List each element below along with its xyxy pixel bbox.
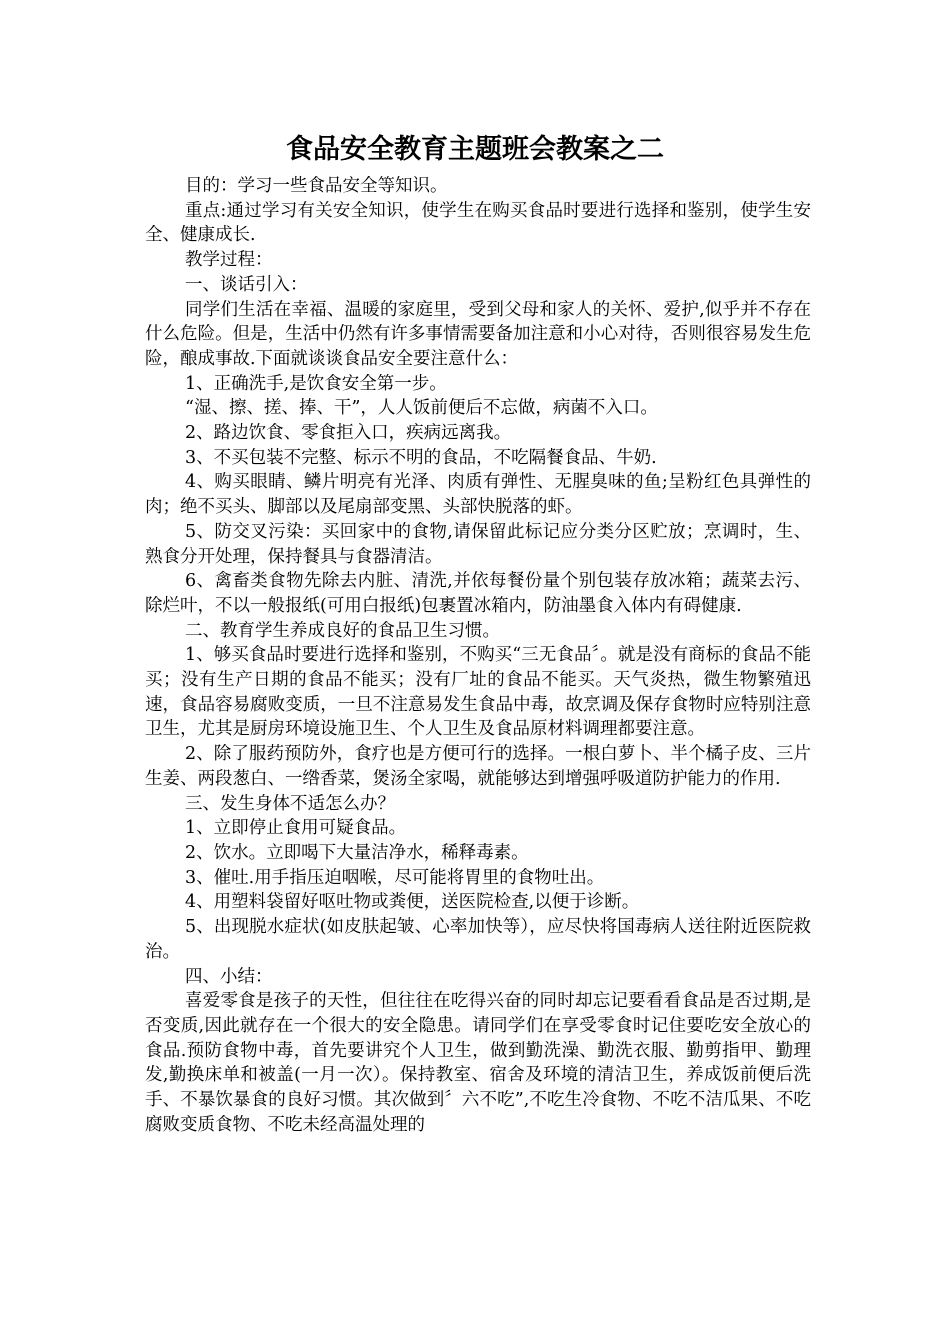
list-item: 4、购买眼睛、鳞片明亮有光泽、肉质有弹性、无腥臭味的鱼;呈粉红色具弹性的肉；绝不买头、脚部以及尾扇部变黑、头部快脱落的虾。 [145, 472, 811, 518]
focus-paragraph: 重点:通过学习有关安全知识，使学生在购买食品时要进行选择和鉴别，使学生安全、健康成长. [145, 200, 811, 246]
list-item: 1、正确洗手,是饮食安全第一步。 [185, 373, 447, 394]
list-item: 3、催吐.用手指压迫咽喉，尽可能将胃里的食物吐出。 [185, 867, 605, 888]
list-item: “湿、擦、搓、捧、干”，人人饭前便后不忘做，病菌不入口。 [185, 398, 658, 419]
section-3-heading: 三、发生身体不适怎么办？ [185, 793, 395, 814]
list-item: 2、除了服药预防外，食疗也是方便可行的选择。一根白萝卜、半个橘子皮、三片生姜、两段葱白、一绺香菜，煲汤全家喝，就能够达到增强呼吸道防护能力的作用. [145, 744, 811, 789]
list-item: 5、防交叉污染：买回家中的食物,请保留此标记应分类分区贮放；烹调时，生、熟食分开处理，保持餐具与食器清洁。 [145, 521, 811, 567]
list-item: 2、饮水。立即喝下大量洁净水，稀释毒素。 [185, 842, 529, 863]
purpose-paragraph: 目的：学习一些食品安全等知识。 [185, 176, 448, 196]
list-item: 4、用塑料袋留好呕吐物或粪便，送医院检查,以便于诊断。 [185, 892, 640, 913]
list-item: 1、立即停止食用可疑食品。 [185, 818, 407, 839]
teaching-process-heading: 教学过程： [185, 250, 273, 271]
list-item: 5、出现脱水症状(如皮肤起皱、心率加快等），应尽快将国毒病人送往附近医院救治。 [145, 917, 811, 962]
list-item: 1、够买食品时要进行选择和鉴别，不购买“三无食品〞。就是没有商标的食品不能买；没有生产日期的食品不能买；没有厂址的食品不能买。天气炎热，微生物繁殖迅速，食品容易腐败变质，一旦不注意易发生食品中毒，故烹调及保存食物时应特别注意卫生，尤其是厨房环境设施卫生、个人卫生及食品原材料调理都要注意。 [145, 645, 811, 740]
section-1-heading: 一、谈话引入： [185, 274, 308, 295]
list-item: 2、路边饮食、零食拒入口，疾病远离我。 [185, 423, 512, 444]
list-item: 3、不买包装不完整、标示不明的食品，不吃隔餐食品、牛奶. [185, 447, 657, 468]
list-item: 6、禽畜类食物先除去内脏、清洗,并依每餐份量个别包装存放冰箱；蔬菜去污、除烂叶，不以一般报纸(可用白报纸)包裹置冰箱内，防油墨食入体内有碍健康. [145, 571, 811, 616]
intro-paragraph: 同学们生活在幸福、温暖的家庭里，受到父母和家人的关怀、爱护,似乎并不存在什么危险。但是，生活中仍然有许多事情需要备加注意和小心对待，否则很容易发生危险，酿成事故.下面就谈谈食品安全要注意什么： [145, 299, 811, 369]
summary-paragraph: 喜爱零食是孩子的天性，但往往在吃得兴奋的同时却忘记要看看食品是否过期,是否变质,因此就存在一个很大的安全隐患。请同学们在享受零食时记住要吃安全放心的食品.预防食物中毒，首先要讲究个人卫生，做到勤洗澡、勤洗衣服、勤剪指甲、勤理发,勤换床单和被盖(一月一次）。保持教室、宿舍及环境的清洁卫生，养成饭前便后洗手、不暴饮暴食的良好习惯。其次做到〞六不吃”,不吃生冷食物、不吃不洁瓜果、不吃腐败变质食物、不吃未经高温处理的 [145, 991, 811, 1135]
section-4-heading: 四、小结： [185, 966, 273, 987]
document-title: 食品安全教育主题班会教案之二 [286, 134, 664, 165]
section-2-heading: 二、教育学生养成良好的食品卫生习惯。 [185, 620, 500, 641]
document-body [145, 174, 811, 1137]
